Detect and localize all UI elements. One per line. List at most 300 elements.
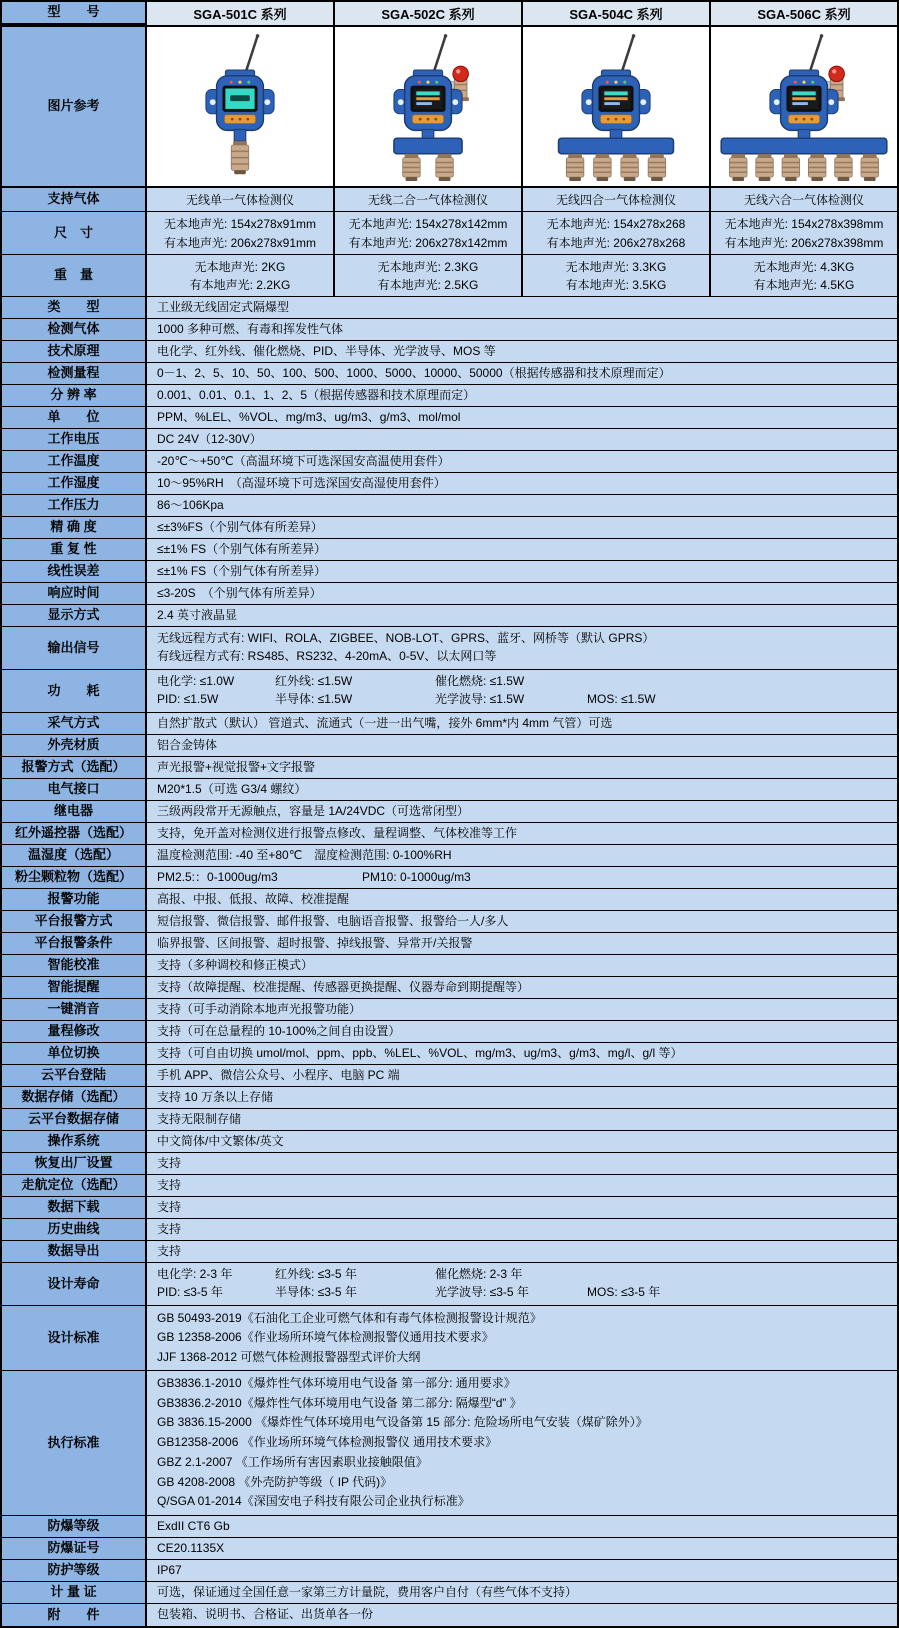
- row-value: [147, 713, 897, 734]
- value-text: 温度检测范围: -40 至+80℃ 湿度检测范围: 0-100%RH: [157, 847, 452, 862]
- value-text: 三级两段常开无源触点，容量是 1A/24VDC（可选常闭型）: [157, 803, 470, 818]
- row-label: 防爆证号: [2, 1538, 147, 1559]
- sensor-head-icon: [648, 153, 666, 180]
- column-cell-2: [335, 2, 523, 25]
- row-value: [147, 1131, 897, 1152]
- spec-row: [2, 297, 897, 319]
- row-value: [147, 517, 897, 538]
- row-value: [147, 385, 897, 406]
- product-image: [523, 27, 709, 186]
- dimension-value: 有本地声光: 206x278x142mm: [348, 236, 508, 250]
- spec-row: [2, 1131, 897, 1153]
- column-cell-4: [711, 2, 897, 25]
- gas-type-value: 无线六合一气体检测仪: [743, 193, 864, 207]
- row-value: [147, 429, 897, 450]
- row-value: [147, 779, 897, 800]
- sensor-head-icon: [403, 153, 421, 180]
- row-value: [147, 1109, 897, 1130]
- column-cell-1: [147, 212, 335, 254]
- value-text: 支持（可手动消除本地声光报警功能）: [157, 1001, 362, 1016]
- row-value: [147, 1516, 897, 1537]
- row-value: [147, 583, 897, 604]
- spec-row: [2, 451, 897, 473]
- column-cell-4: [711, 212, 897, 254]
- row-label: 智能校准: [2, 955, 147, 976]
- row-label: 采气方式: [2, 713, 147, 734]
- value-line: [157, 692, 887, 708]
- column-cell-2: [335, 27, 523, 186]
- spec-row: [2, 539, 897, 561]
- product-image: [711, 27, 897, 186]
- spec-row: [2, 429, 897, 451]
- spec-row: [2, 1087, 897, 1109]
- row-label: 防爆等级: [2, 1516, 147, 1537]
- weight-value: 无本地声光: 4.3KG: [753, 259, 855, 274]
- weight-value: 无本地声光: 2KG: [194, 259, 286, 274]
- sensor-head-icon: [808, 153, 826, 180]
- value-text: 支持: [157, 1221, 182, 1236]
- row-label: 重 复 性: [2, 539, 147, 560]
- value-text: 工业级无线固定式隔爆型: [157, 299, 290, 314]
- row-label: 平台报警方式: [2, 911, 147, 932]
- value-text: CE20.1135X: [157, 1540, 225, 1555]
- spec-row: [2, 889, 897, 911]
- row-label: 响应时间: [2, 583, 147, 604]
- value-text: M20*1.5（可选 G3/4 螺纹）: [157, 781, 307, 796]
- gas-type-value: 无线四合一气体检测仪: [555, 193, 676, 207]
- spec-row: [2, 1538, 897, 1560]
- row-label: 数据下载: [2, 1197, 147, 1218]
- row-value: [147, 801, 897, 822]
- value-segment: PID: ≤3-5 年: [157, 1285, 223, 1300]
- detector-body: [770, 69, 838, 129]
- value-text: 中文简体/中文繁体/英文: [157, 1133, 284, 1148]
- spec-row: [2, 1306, 897, 1371]
- value-text: 短信报警、微信报警、邮件报警、电脑语音报警、报警给一人/多人: [157, 913, 509, 928]
- row-label: 型 号: [2, 2, 147, 25]
- value-text: 临界报警、区间报警、超时报警、掉线报警、异常开/关报警: [157, 935, 473, 950]
- row-value: [147, 867, 897, 888]
- sensor-head-icon: [782, 153, 800, 180]
- row-label: 电气接口: [2, 779, 147, 800]
- row-value: [147, 1197, 897, 1218]
- row-label: 分 辨 率: [2, 385, 147, 406]
- row-value: [147, 561, 897, 582]
- value-text: 电化学、红外线、催化燃烧、PID、半导体、光学波导、MOS 等: [157, 343, 496, 358]
- column-cell-1: [147, 188, 335, 211]
- value-segment: 催化燃烧: 2-3 年: [435, 1266, 523, 1281]
- dimension-value: 无本地声光: 154x278x268: [546, 217, 686, 231]
- sensor-head-icon: [436, 153, 454, 180]
- column-cell-4: [711, 27, 897, 186]
- row-value: [147, 1087, 897, 1108]
- row-label: 设计寿命: [2, 1263, 147, 1305]
- value-text: 可选，保证通过全国任意一家第三方计量院，费用客户自付（有些气体不支持）: [157, 1584, 578, 1599]
- value-line: 无线远程方式有: WIFI、ROLA、ZIGBEE、NOB-LOT、GPRS、蓝牙、网桥等（默认 GPRS）: [157, 630, 655, 645]
- column-cell-2: [335, 212, 523, 254]
- spec-row: [2, 1065, 897, 1087]
- column-cell-4: [711, 255, 897, 296]
- row-label: 恢复出厂设置: [2, 1153, 147, 1174]
- row-value: [147, 1175, 897, 1196]
- dimension-value: 无本地声光: 154x278x142mm: [348, 217, 508, 231]
- gas-detector-1-sensor-illustration: [147, 31, 333, 183]
- antenna-icon: [246, 35, 258, 71]
- value-text: 支持（可自由切换 umol/mol、ppm、ppb、%LEL、%VOL、mg/m3、ug/m3、g/m3、mg/l、g/l 等）: [157, 1045, 683, 1060]
- spec-row: [2, 385, 897, 407]
- row-value: [147, 889, 897, 910]
- column-cell-3: [523, 2, 711, 25]
- value-text: 0－1、2、5、10、50、100、500、1000、5000、10000、50000（根据传感器和技术原理而定）: [157, 365, 671, 380]
- spec-row: [2, 561, 897, 583]
- row-cells: [147, 212, 897, 254]
- value-segment: MOS: ≤3-5 年: [587, 1285, 661, 1300]
- value-line: GBZ 2.1-2007 《工作场所有害因素职业接触限值》: [157, 1454, 428, 1469]
- row-value: [147, 911, 897, 932]
- value-text: ≤3-20S （个别气体有所差异）: [157, 585, 322, 600]
- gas-detector-4-sensor-illustration: [523, 31, 709, 183]
- row-value: [147, 1043, 897, 1064]
- row-label: 一键消音: [2, 999, 147, 1020]
- column-cell-2: [335, 255, 523, 296]
- sensor-head-icon: [566, 153, 584, 180]
- row-value: [147, 605, 897, 626]
- spec-row: [2, 341, 897, 363]
- spec-row: [2, 1241, 897, 1263]
- row-value: [147, 495, 897, 516]
- row-value: [147, 627, 897, 669]
- row-value: [147, 955, 897, 976]
- value-line: GB 3836.15-2000 《爆炸性气体环境用电气设备第 15 部分: 危险场所电气安装（煤矿除外）》: [157, 1415, 648, 1430]
- value-segment: 电化学: ≤1.0W: [157, 673, 235, 688]
- value-text: 支持（故障提醒、校准提醒、传感器更换提醒、仪器寿命到期提醒等）: [157, 979, 530, 994]
- value-segment: 光学波导: ≤3-5 年: [435, 1285, 529, 1300]
- spec-row: [2, 757, 897, 779]
- row-value: [147, 1582, 897, 1603]
- spec-row: [2, 1604, 897, 1626]
- model-header-row: [2, 2, 897, 27]
- column-cell-3: [523, 27, 711, 186]
- model-name: SGA-504C 系列: [569, 7, 663, 22]
- gas-type-value: 无线二合一气体检测仪: [367, 193, 488, 207]
- spec-row: [2, 1021, 897, 1043]
- row-value: [147, 845, 897, 866]
- value-text: 支持（可在总量程的 10-100%之间自由设置）: [157, 1023, 401, 1038]
- row-label: 温湿度（选配）: [2, 845, 147, 866]
- row-label: 线性误差: [2, 561, 147, 582]
- spec-row: [2, 823, 897, 845]
- weight-value: 有本地声光: 2.2KG: [189, 278, 291, 293]
- model-name: SGA-502C 系列: [381, 7, 475, 22]
- weight-row: [2, 255, 897, 297]
- row-label: 工作湿度: [2, 473, 147, 494]
- row-value: [147, 319, 897, 340]
- row-label: 平台报警条件: [2, 933, 147, 954]
- weight-value: 有本地声光: 3.5KG: [565, 278, 667, 293]
- dimension-value: 有本地声光: 206x278x268: [546, 236, 686, 250]
- weight-value: 有本地声光: 2.5KG: [377, 278, 479, 293]
- value-text: 86～106Kpa: [157, 497, 224, 512]
- product-image: [335, 27, 521, 186]
- spec-row: [2, 1109, 897, 1131]
- value-text: 10～95%RH （高湿环境下可选深国安高湿使用套件）: [157, 475, 446, 490]
- value-text: 0.001、0.01、0.1、1、2、5（根据传感器和技术原理而定）: [157, 387, 476, 402]
- column-cell-1: [147, 27, 335, 186]
- value-text: PPM、%LEL、%VOL、mg/m3、ug/m3、g/m3、mol/mol: [157, 409, 461, 424]
- row-value: [147, 1065, 897, 1086]
- value-line: JJF 1368-2012 可燃气体检测报警器型式评价大纲: [157, 1349, 421, 1364]
- value-line: GB 4208-2008 《外壳防护等级（ IP 代码)》: [157, 1474, 393, 1489]
- spec-row: [2, 1197, 897, 1219]
- value-text: 2.4 英寸液晶显: [157, 607, 238, 622]
- spec-row: [2, 407, 897, 429]
- manifold: [394, 138, 462, 154]
- row-label: 附 件: [2, 1604, 147, 1626]
- model-name: SGA-501C 系列: [193, 7, 287, 22]
- value-line: GB 50493-2019《石油化工企业可燃气体和有毒气体检测报警设计规范》: [157, 1310, 542, 1325]
- spec-row: [2, 1043, 897, 1065]
- row-label: 操作系统: [2, 1131, 147, 1152]
- model-name: SGA-506C 系列: [757, 7, 851, 22]
- dimension-value: 有本地声光: 206x278x398mm: [724, 236, 884, 250]
- value-text: 支持: [157, 1199, 182, 1214]
- spec-row: [2, 517, 897, 539]
- manifold: [721, 138, 887, 154]
- sensor-head-icon: [621, 153, 639, 180]
- row-label: 数据导出: [2, 1241, 147, 1262]
- row-value: [147, 1241, 897, 1262]
- spec-row: [2, 605, 897, 627]
- value-text: 支持（多种调校和修正模式）: [157, 957, 314, 972]
- row-value: [147, 1306, 897, 1370]
- spec-row: [2, 1175, 897, 1197]
- sensor-head-icon: [756, 153, 774, 180]
- spec-row: [2, 867, 897, 889]
- row-label: 粉尘颗粒物（选配）: [2, 867, 147, 888]
- row-label: 技术原理: [2, 341, 147, 362]
- row-label: 工作电压: [2, 429, 147, 450]
- value-text: -20℃～+50℃（高温环境下可选深国安高温使用套件）: [157, 453, 450, 468]
- spec-row: [2, 583, 897, 605]
- product-image-row: [2, 27, 897, 188]
- row-label: 尺 寸: [2, 212, 147, 254]
- column-cell-3: [523, 255, 711, 296]
- value-line: [157, 1285, 887, 1301]
- row-value: [147, 823, 897, 844]
- dimension-value: 有本地声光: 206x278x91mm: [163, 236, 317, 250]
- row-label: 单位切换: [2, 1043, 147, 1064]
- row-label: 功 耗: [2, 670, 147, 712]
- spec-row: [2, 627, 897, 670]
- sensor-head-icon: [594, 153, 612, 180]
- row-value: [147, 1219, 897, 1240]
- row-value: [147, 1604, 897, 1626]
- row-label: 云平台登陆: [2, 1065, 147, 1086]
- dimension-value: 无本地声光: 154x278x91mm: [163, 217, 317, 231]
- spec-row: [2, 713, 897, 735]
- row-value: [147, 757, 897, 778]
- row-label: 工作压力: [2, 495, 147, 516]
- value-text: 1000 多种可燃、有毒和挥发性气体: [157, 321, 344, 336]
- row-label: 历史曲线: [2, 1219, 147, 1240]
- row-value: [147, 1371, 897, 1515]
- row-cells: [147, 255, 897, 296]
- row-value: [147, 1153, 897, 1174]
- value-line: GB 12358-2006《作业场所环境气体检测报警仪通用技术要求》: [157, 1330, 494, 1345]
- value-line: Q/SGA 01-2014《深国安电子科技有限公司企业执行标准》: [157, 1494, 470, 1509]
- value-segment: 红外线: ≤1.5W: [275, 673, 353, 688]
- row-value: [147, 297, 897, 318]
- column-cell-1: [147, 2, 335, 25]
- row-label: 支持气体: [2, 188, 147, 211]
- value-text: 支持: [157, 1177, 182, 1192]
- column-cell-3: [523, 188, 711, 211]
- row-value: [147, 1263, 897, 1305]
- row-label: 报警方式（选配）: [2, 757, 147, 778]
- value-segment: PM2.5:：0-1000ug/m3: [157, 869, 278, 884]
- manifold: [559, 138, 674, 154]
- value-line: 有线远程方式有: RS485、RS232、4-20mA、0-5V、以太网口等: [157, 649, 497, 664]
- value-text: 支持，免开盖对检测仪进行报警点修改、量程调整、气体校准等工作: [157, 825, 518, 840]
- value-segment: PID: ≤1.5W: [157, 692, 219, 707]
- row-label: 图片参考: [2, 27, 147, 186]
- value-segment: 半导体: ≤3-5 年: [275, 1285, 357, 1300]
- row-label: 继电器: [2, 801, 147, 822]
- detector-body: [206, 69, 274, 129]
- antenna-icon: [810, 35, 822, 71]
- detector-body: [394, 69, 462, 129]
- value-segment: 半导体: ≤1.5W: [275, 692, 353, 707]
- spec-row: [2, 933, 897, 955]
- value-segment: PM10: 0-1000ug/m3: [362, 869, 471, 884]
- sensor-head-icon: [861, 153, 879, 180]
- value-line: [157, 674, 887, 690]
- antenna-icon: [434, 35, 446, 71]
- value-text: 包装箱、说明书、合格证、出货单各一份: [157, 1607, 374, 1622]
- value-text: ≤±1% FS（个别气体有所差异）: [157, 541, 327, 556]
- spec-row: [2, 473, 897, 495]
- row-value: [147, 539, 897, 560]
- row-value: [147, 735, 897, 756]
- spec-row: [2, 911, 897, 933]
- value-text: 自然扩散式（默认） 管道式、流通式（一进一出气嘴，接外 6mm*内 4mm 气管）可选: [157, 715, 613, 730]
- spec-row: [2, 1153, 897, 1175]
- row-value: [147, 451, 897, 472]
- spec-row: [2, 319, 897, 341]
- row-label: 防护等级: [2, 1560, 147, 1581]
- value-line: GB12358-2006 《作业场所环境气体检测报警仪 通用技术要求》: [157, 1435, 498, 1450]
- row-label: 显示方式: [2, 605, 147, 626]
- value-text: 支持无限制存储: [157, 1111, 242, 1126]
- row-label: 云平台数据存储: [2, 1109, 147, 1130]
- value-line: GB3836.2-2010《爆炸性气体环境用电气设备 第二部分: 隔爆型“d” 》: [157, 1395, 522, 1410]
- dimension-value: 无本地声光: 154x278x398mm: [724, 217, 884, 231]
- product-image: [147, 27, 333, 186]
- row-value: [147, 1021, 897, 1042]
- row-label: 精 确 度: [2, 517, 147, 538]
- weight-value: 无本地声光: 3.3KG: [565, 259, 667, 274]
- value-text: 支持 10 万条以上存储: [157, 1089, 274, 1104]
- dimensions-row: [2, 212, 897, 255]
- row-label: 量程修改: [2, 1021, 147, 1042]
- spec-row: [2, 1516, 897, 1538]
- row-label: 工作温度: [2, 451, 147, 472]
- spec-row: [2, 801, 897, 823]
- gas-type-row: [2, 188, 897, 212]
- weight-value: 无本地声光: 2.3KG: [377, 259, 479, 274]
- spec-row: [2, 670, 897, 713]
- spec-row: [2, 779, 897, 801]
- gas-detector-6-sensor-beacon-illustration: [711, 31, 897, 183]
- value-segment: 红外线: ≤3-5 年: [275, 1266, 357, 1281]
- spec-row: [2, 1560, 897, 1582]
- value-line: GB3836.1-2010《爆炸性气体环境用电气设备 第一部分: 通用要求》: [157, 1376, 516, 1391]
- row-label: 红外遥控器（选配）: [2, 823, 147, 844]
- row-value: [147, 670, 897, 712]
- row-label: 类 型: [2, 297, 147, 318]
- row-value: [147, 341, 897, 362]
- spec-row: [2, 977, 897, 999]
- row-value: [147, 999, 897, 1020]
- spec-row: [2, 955, 897, 977]
- spec-row: [2, 999, 897, 1021]
- gas-detector-2-sensor-beacon-illustration: [335, 31, 521, 183]
- value-segment: 光学波导: ≤1.5W: [435, 692, 525, 707]
- row-value: [147, 363, 897, 384]
- value-text: 声光报警+视觉报警+文字报警: [157, 759, 316, 774]
- gas-type-value: 无线单一气体检测仪: [185, 193, 294, 207]
- row-cells: [147, 2, 897, 25]
- row-cells: [147, 27, 897, 186]
- row-label: 设计标准: [2, 1306, 147, 1370]
- spec-row: [2, 495, 897, 517]
- spec-row: [2, 1582, 897, 1604]
- value-text: ExdII CT6 Gb: [157, 1518, 230, 1533]
- row-label: 智能提醒: [2, 977, 147, 998]
- row-label: 检测气体: [2, 319, 147, 340]
- value-text: 支持: [157, 1155, 182, 1170]
- value-text: DC 24V（12-30V）: [157, 431, 262, 446]
- value-text: ≤±1% FS（个别气体有所差异）: [157, 563, 327, 578]
- spec-row: [2, 1371, 897, 1516]
- sensor-head-icon: [835, 153, 853, 180]
- value-segment: 催化燃烧: ≤1.5W: [435, 673, 525, 688]
- spec-row: [2, 1219, 897, 1241]
- row-label: 走航定位（选配）: [2, 1175, 147, 1196]
- spec-row: [2, 735, 897, 757]
- value-text: 高报、中报、低报、故障、校准提醒: [157, 891, 350, 906]
- column-cell-4: [711, 188, 897, 211]
- value-text: ≤±3%FS（个别气体有所差异）: [157, 519, 323, 534]
- row-value: [147, 933, 897, 954]
- value-segment: 电化学: 2-3 年: [157, 1266, 233, 1281]
- value-line: [157, 1267, 887, 1283]
- value-text: 支持: [157, 1243, 182, 1258]
- row-value: [147, 977, 897, 998]
- spec-row: [2, 1263, 897, 1306]
- row-cells: [147, 188, 897, 211]
- row-label: 数据存储（选配）: [2, 1087, 147, 1108]
- row-label: 报警功能: [2, 889, 147, 910]
- value-text: 铝合金铸体: [157, 737, 218, 752]
- spec-row: [2, 845, 897, 867]
- row-label: 外壳材质: [2, 735, 147, 756]
- row-value: [147, 1560, 897, 1581]
- row-label: 输出信号: [2, 627, 147, 669]
- column-cell-1: [147, 255, 335, 296]
- column-cell-2: [335, 188, 523, 211]
- column-cell-3: [523, 212, 711, 254]
